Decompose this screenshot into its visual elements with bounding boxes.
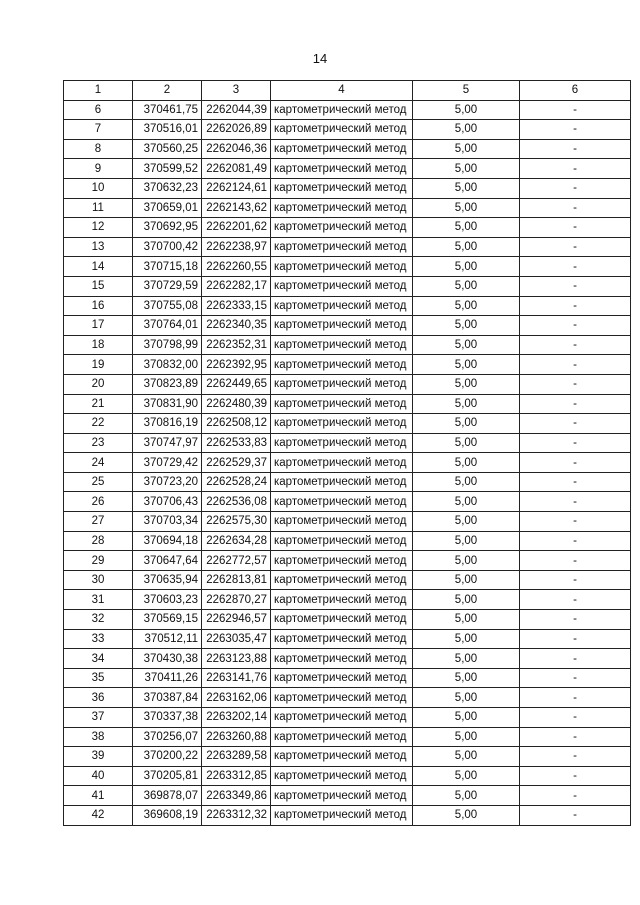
method-cell: картометрический метод [271,747,413,767]
table-row [64,159,631,179]
method-cell: картометрический метод [271,374,413,394]
note-cell: - [520,708,631,728]
table-row [64,178,631,198]
point-number-cell: 42 [64,805,133,825]
y-coordinate-cell: 2262449,65 [202,374,271,394]
table-row [64,100,631,120]
table-row [64,492,631,512]
note-cell: - [520,551,631,571]
x-coordinate-cell: 370632,23 [133,178,202,198]
table-row [64,472,631,492]
point-number-cell: 11 [64,198,133,218]
accuracy-cell: 5,00 [413,512,520,532]
method-cell: картометрический метод [271,786,413,806]
point-number-cell: 21 [64,394,133,414]
x-coordinate-cell: 370516,01 [133,120,202,140]
method-cell: картометрический метод [271,433,413,453]
table-row [64,394,631,414]
y-coordinate-cell: 2262946,57 [202,610,271,630]
y-coordinate-cell: 2263349,86 [202,786,271,806]
accuracy-cell: 5,00 [413,178,520,198]
accuracy-cell: 5,00 [413,570,520,590]
point-number-cell: 7 [64,120,133,140]
note-cell: - [520,747,631,767]
accuracy-cell: 5,00 [413,433,520,453]
point-number-cell: 38 [64,727,133,747]
x-coordinate-cell: 370599,52 [133,159,202,179]
method-cell: картометрический метод [271,708,413,728]
method-cell: картометрический метод [271,178,413,198]
y-coordinate-cell: 2262282,17 [202,276,271,296]
method-cell: картометрический метод [271,668,413,688]
y-coordinate-cell: 2262529,37 [202,453,271,473]
table-row [64,629,631,649]
table-row [64,531,631,551]
note-cell: - [520,610,631,630]
point-number-cell: 14 [64,257,133,277]
x-coordinate-cell: 370635,94 [133,570,202,590]
x-coordinate-cell: 370715,18 [133,257,202,277]
table-row [64,649,631,669]
point-number-cell: 40 [64,766,133,786]
point-number-cell: 29 [64,551,133,571]
coordinates-table [63,80,631,826]
note-cell: - [520,198,631,218]
y-coordinate-cell: 2263289,58 [202,747,271,767]
column-header: 2 [133,81,202,101]
point-number-cell: 41 [64,786,133,806]
note-cell: - [520,472,631,492]
y-coordinate-cell: 2263162,06 [202,688,271,708]
y-coordinate-cell: 2262026,89 [202,120,271,140]
column-header: 3 [202,81,271,101]
y-coordinate-cell: 2262533,83 [202,433,271,453]
note-cell: - [520,629,631,649]
method-cell: картометрический метод [271,805,413,825]
x-coordinate-cell: 370831,90 [133,394,202,414]
table-row [64,453,631,473]
x-coordinate-cell: 369878,07 [133,786,202,806]
page-number: 14 [312,51,328,66]
note-cell: - [520,159,631,179]
point-number-cell: 36 [64,688,133,708]
point-number-cell: 16 [64,296,133,316]
x-coordinate-cell: 370692,95 [133,218,202,238]
point-number-cell: 22 [64,414,133,434]
note-cell: - [520,414,631,434]
table-row [64,355,631,375]
y-coordinate-cell: 2262124,61 [202,178,271,198]
accuracy-cell: 5,00 [413,668,520,688]
note-cell: - [520,218,631,238]
point-number-cell: 17 [64,316,133,336]
point-number-cell: 18 [64,335,133,355]
method-cell: картометрический метод [271,453,413,473]
accuracy-cell: 5,00 [413,472,520,492]
x-coordinate-cell: 370723,20 [133,472,202,492]
y-coordinate-cell: 2262480,39 [202,394,271,414]
table-row [64,590,631,610]
method-cell: картометрический метод [271,531,413,551]
accuracy-cell: 5,00 [413,649,520,669]
table-row [64,610,631,630]
note-cell: - [520,394,631,414]
point-number-cell: 37 [64,708,133,728]
point-number-cell: 9 [64,159,133,179]
accuracy-cell: 5,00 [413,394,520,414]
note-cell: - [520,178,631,198]
note-cell: - [520,805,631,825]
accuracy-cell: 5,00 [413,198,520,218]
table-row [64,727,631,747]
accuracy-cell: 5,00 [413,257,520,277]
note-cell: - [520,786,631,806]
y-coordinate-cell: 2262870,27 [202,590,271,610]
method-cell: картометрический метод [271,120,413,140]
y-coordinate-cell: 2262508,12 [202,414,271,434]
note-cell: - [520,374,631,394]
table-row [64,747,631,767]
y-coordinate-cell: 2262340,35 [202,316,271,336]
x-coordinate-cell: 370729,59 [133,276,202,296]
note-cell: - [520,120,631,140]
column-header: 4 [271,81,413,101]
x-coordinate-cell: 370694,18 [133,531,202,551]
table-row [64,374,631,394]
y-coordinate-cell: 2262081,49 [202,159,271,179]
accuracy-cell: 5,00 [413,805,520,825]
point-number-cell: 24 [64,453,133,473]
point-number-cell: 28 [64,531,133,551]
y-coordinate-cell: 2262536,08 [202,492,271,512]
method-cell: картометрический метод [271,257,413,277]
table-row [64,139,631,159]
x-coordinate-cell: 370823,89 [133,374,202,394]
table-row [64,276,631,296]
table-row [64,296,631,316]
method-cell: картометрический метод [271,159,413,179]
accuracy-cell: 5,00 [413,688,520,708]
note-cell: - [520,276,631,296]
x-coordinate-cell: 369608,19 [133,805,202,825]
table-row [64,433,631,453]
x-coordinate-cell: 370816,19 [133,414,202,434]
y-coordinate-cell: 2263123,88 [202,649,271,669]
accuracy-cell: 5,00 [413,610,520,630]
point-number-cell: 10 [64,178,133,198]
note-cell: - [520,727,631,747]
table-row [64,198,631,218]
note-cell: - [520,433,631,453]
table-row [64,688,631,708]
method-cell: картометрический метод [271,335,413,355]
y-coordinate-cell: 2262333,15 [202,296,271,316]
column-header: 5 [413,81,520,101]
note-cell: - [520,766,631,786]
y-coordinate-cell: 2263035,47 [202,629,271,649]
method-cell: картометрический метод [271,296,413,316]
point-number-cell: 32 [64,610,133,630]
accuracy-cell: 5,00 [413,237,520,257]
x-coordinate-cell: 370387,84 [133,688,202,708]
point-number-cell: 33 [64,629,133,649]
y-coordinate-cell: 2262813,81 [202,570,271,590]
y-coordinate-cell: 2262044,39 [202,100,271,120]
method-cell: картометрический метод [271,276,413,296]
y-coordinate-cell: 2263312,85 [202,766,271,786]
accuracy-cell: 5,00 [413,590,520,610]
method-cell: картометрический метод [271,139,413,159]
point-number-cell: 23 [64,433,133,453]
note-cell: - [520,316,631,336]
x-coordinate-cell: 370205,81 [133,766,202,786]
note-cell: - [520,688,631,708]
y-coordinate-cell: 2263202,14 [202,708,271,728]
table-row [64,805,631,825]
y-coordinate-cell: 2262352,31 [202,335,271,355]
point-number-cell: 13 [64,237,133,257]
accuracy-cell: 5,00 [413,453,520,473]
table-row [64,120,631,140]
x-coordinate-cell: 370747,97 [133,433,202,453]
accuracy-cell: 5,00 [413,159,520,179]
y-coordinate-cell: 2262772,57 [202,551,271,571]
x-coordinate-cell: 370200,22 [133,747,202,767]
y-coordinate-cell: 2263141,76 [202,668,271,688]
accuracy-cell: 5,00 [413,139,520,159]
point-number-cell: 12 [64,218,133,238]
x-coordinate-cell: 370560,25 [133,139,202,159]
table-header-row [64,81,631,101]
method-cell: картометрический метод [271,610,413,630]
note-cell: - [520,512,631,532]
accuracy-cell: 5,00 [413,355,520,375]
x-coordinate-cell: 370569,15 [133,610,202,630]
note-cell: - [520,531,631,551]
x-coordinate-cell: 370659,01 [133,198,202,218]
point-number-cell: 35 [64,668,133,688]
note-cell: - [520,668,631,688]
point-number-cell: 25 [64,472,133,492]
point-number-cell: 6 [64,100,133,120]
accuracy-cell: 5,00 [413,629,520,649]
x-coordinate-cell: 370256,07 [133,727,202,747]
method-cell: картометрический метод [271,551,413,571]
column-header: 1 [64,81,133,101]
accuracy-cell: 5,00 [413,276,520,296]
y-coordinate-cell: 2262238,97 [202,237,271,257]
method-cell: картометрический метод [271,100,413,120]
point-number-cell: 15 [64,276,133,296]
x-coordinate-cell: 370337,38 [133,708,202,728]
note-cell: - [520,257,631,277]
table-row [64,257,631,277]
accuracy-cell: 5,00 [413,374,520,394]
method-cell: картометрический метод [271,766,413,786]
table-row [64,551,631,571]
point-number-cell: 19 [64,355,133,375]
accuracy-cell: 5,00 [413,708,520,728]
x-coordinate-cell: 370729,42 [133,453,202,473]
note-cell: - [520,355,631,375]
accuracy-cell: 5,00 [413,296,520,316]
table-row [64,335,631,355]
note-cell: - [520,100,631,120]
column-header: 6 [520,81,631,101]
x-coordinate-cell: 370700,42 [133,237,202,257]
note-cell: - [520,590,631,610]
table-row [64,766,631,786]
accuracy-cell: 5,00 [413,100,520,120]
note-cell: - [520,492,631,512]
x-coordinate-cell: 370603,23 [133,590,202,610]
note-cell: - [520,335,631,355]
point-number-cell: 26 [64,492,133,512]
method-cell: картометрический метод [271,649,413,669]
x-coordinate-cell: 370832,00 [133,355,202,375]
table-row [64,316,631,336]
table-row [64,786,631,806]
method-cell: картометрический метод [271,727,413,747]
y-coordinate-cell: 2262201,62 [202,218,271,238]
note-cell: - [520,649,631,669]
point-number-cell: 39 [64,747,133,767]
method-cell: картометрический метод [271,688,413,708]
y-coordinate-cell: 2262046,36 [202,139,271,159]
point-number-cell: 8 [64,139,133,159]
x-coordinate-cell: 370798,99 [133,335,202,355]
accuracy-cell: 5,00 [413,531,520,551]
table-row [64,570,631,590]
table-row [64,668,631,688]
table-row [64,512,631,532]
accuracy-cell: 5,00 [413,492,520,512]
method-cell: картометрический метод [271,629,413,649]
point-number-cell: 27 [64,512,133,532]
x-coordinate-cell: 370461,75 [133,100,202,120]
method-cell: картометрический метод [271,590,413,610]
method-cell: картометрический метод [271,394,413,414]
point-number-cell: 20 [64,374,133,394]
method-cell: картометрический метод [271,198,413,218]
method-cell: картометрический метод [271,512,413,532]
accuracy-cell: 5,00 [413,120,520,140]
y-coordinate-cell: 2262392,95 [202,355,271,375]
note-cell: - [520,453,631,473]
method-cell: картометрический метод [271,218,413,238]
table-body [64,100,631,825]
accuracy-cell: 5,00 [413,218,520,238]
table-row [64,708,631,728]
y-coordinate-cell: 2262575,30 [202,512,271,532]
table-row [64,218,631,238]
point-number-cell: 30 [64,570,133,590]
accuracy-cell: 5,00 [413,316,520,336]
method-cell: картометрический метод [271,414,413,434]
x-coordinate-cell: 370703,34 [133,512,202,532]
note-cell: - [520,296,631,316]
x-coordinate-cell: 370764,01 [133,316,202,336]
point-number-cell: 34 [64,649,133,669]
note-cell: - [520,139,631,159]
accuracy-cell: 5,00 [413,786,520,806]
x-coordinate-cell: 370755,08 [133,296,202,316]
y-coordinate-cell: 2263312,32 [202,805,271,825]
y-coordinate-cell: 2262260,55 [202,257,271,277]
x-coordinate-cell: 370647,64 [133,551,202,571]
x-coordinate-cell: 370706,43 [133,492,202,512]
method-cell: картометрический метод [271,355,413,375]
table-row [64,414,631,434]
accuracy-cell: 5,00 [413,335,520,355]
accuracy-cell: 5,00 [413,727,520,747]
table-row [64,237,631,257]
y-coordinate-cell: 2262528,24 [202,472,271,492]
note-cell: - [520,570,631,590]
accuracy-cell: 5,00 [413,414,520,434]
method-cell: картометрический метод [271,492,413,512]
accuracy-cell: 5,00 [413,747,520,767]
accuracy-cell: 5,00 [413,551,520,571]
method-cell: картометрический метод [271,472,413,492]
y-coordinate-cell: 2262143,62 [202,198,271,218]
x-coordinate-cell: 370430,38 [133,649,202,669]
note-cell: - [520,237,631,257]
method-cell: картометрический метод [271,237,413,257]
method-cell: картометрический метод [271,316,413,336]
point-number-cell: 31 [64,590,133,610]
x-coordinate-cell: 370512,11 [133,629,202,649]
method-cell: картометрический метод [271,570,413,590]
x-coordinate-cell: 370411,26 [133,668,202,688]
y-coordinate-cell: 2263260,88 [202,727,271,747]
accuracy-cell: 5,00 [413,766,520,786]
y-coordinate-cell: 2262634,28 [202,531,271,551]
